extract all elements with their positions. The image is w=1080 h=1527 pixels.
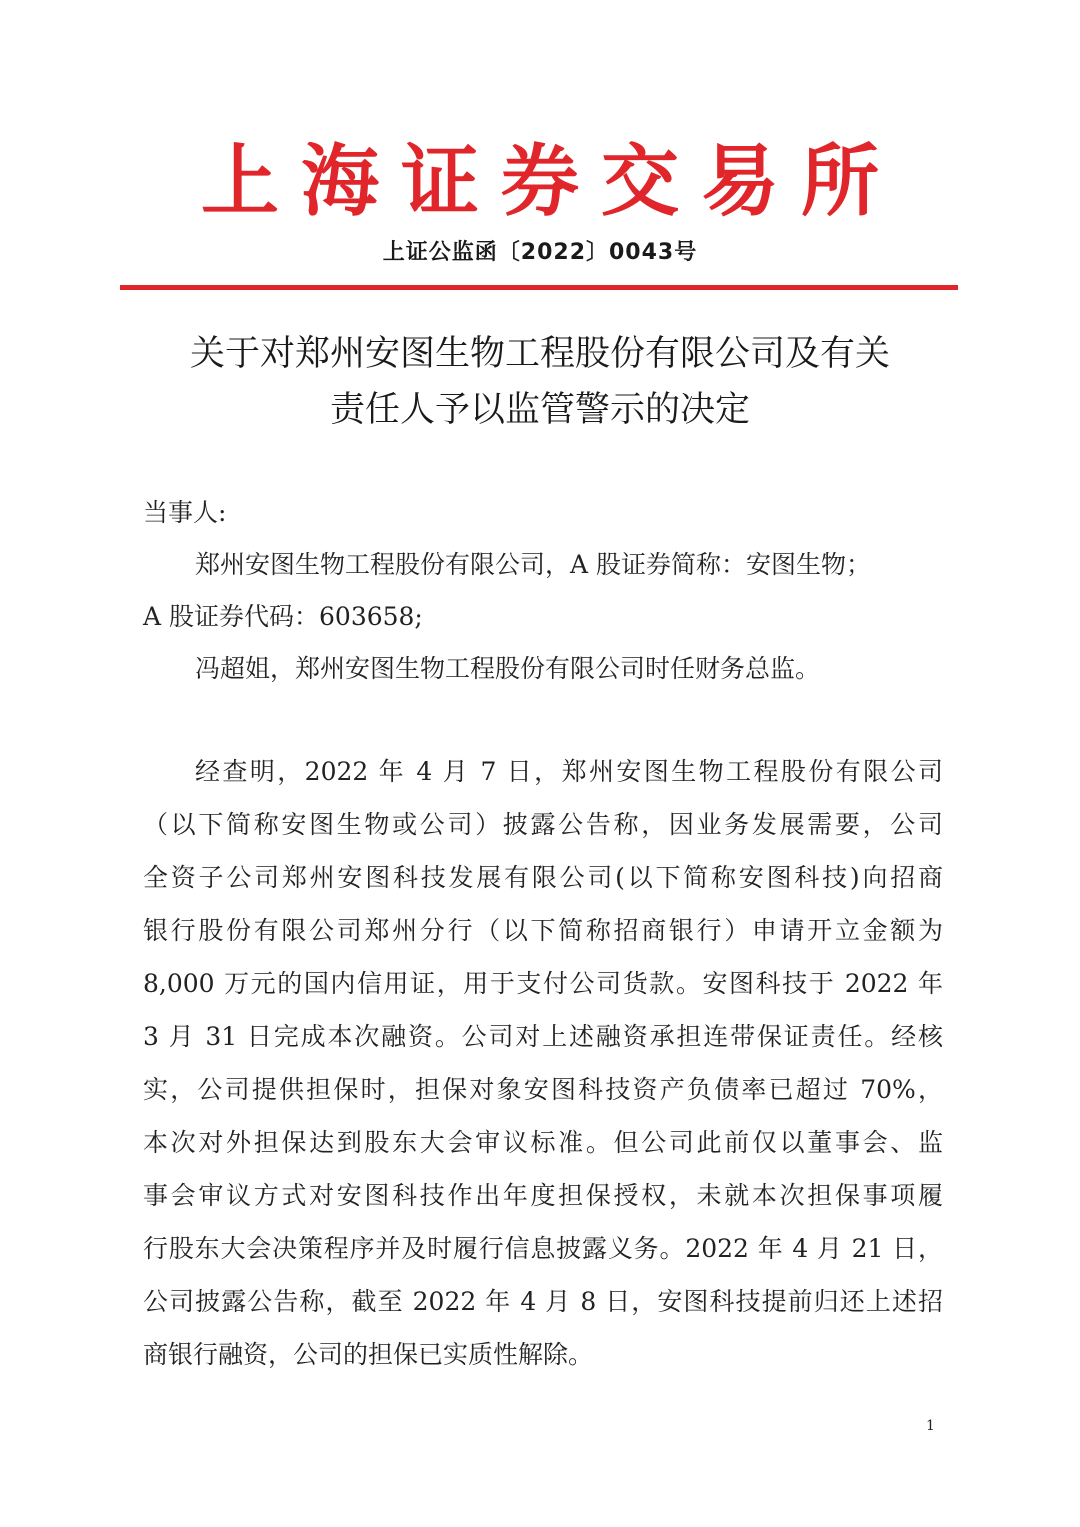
document-title [120,326,960,438]
title-line-2: 责任人予以监管警示的决定 [329,390,750,430]
finding-line: 全资子公司郑州安图科技发展有限公司(以下简称安图科技)向招商 [143,863,943,892]
parties-heading: 当事人: [143,498,227,527]
finding-line: （以下简称安图生物或公司）披露公告称，因业务发展需要，公司 [143,810,943,839]
finding-line: 8,000 万元的国内信用证，用于支付公司货款。安图科技于 2022 年 [143,969,943,998]
party-person: 冯超姐，郑州安图生物工程股份有限公司时任财务总监。 [195,654,821,683]
parties-section [143,487,943,695]
finding-paragraph [143,745,943,1381]
finding-line: 行股东大会决策程序并及时履行信息披露义务。2022 年 4 月 21 日， [143,1234,943,1263]
finding-line: 经查明，2022 年 4 月 7 日，郑州安图生物工程股份有限公司 [195,757,943,786]
finding-line: 实，公司提供担保时，担保对象安图科技资产负债率已超过 70%， [143,1075,943,1104]
finding-line: 3 月 31 日完成本次融资。公司对上述融资承担连带保证责任。经核 [143,1022,943,1051]
document-number: 上证公监函〔2022〕0043号 [382,240,698,265]
finding-line: 商银行融资，公司的担保已实质性解除。 [143,1340,594,1369]
finding-line: 公司披露公告称，截至 2022 年 4 月 8 日，安图科技提前归还上述招 [143,1287,943,1316]
finding-line: 银行股份有限公司郑州分行（以下简称招商银行）申请开立金额为 [143,916,943,945]
red-divider-rule [120,285,958,290]
finding-line: 事会审议方式对安图科技作出年度担保授权，未就本次担保事项履 [143,1181,943,1210]
page-number: 1 [926,1418,935,1434]
party-company-line-2: A 股证券代码：603658; [143,602,423,631]
title-line-1: 关于对郑州安图生物工程股份有限公司及有关 [189,334,890,374]
issuer-masthead: 上海证券交易所 [200,136,901,227]
finding-line: 本次对外担保达到股东大会审议标准。但公司此前仅以董事会、监 [143,1128,943,1157]
party-company-line-1: 郑州安图生物工程股份有限公司，A 股证券简称：安图生物； [195,550,872,579]
